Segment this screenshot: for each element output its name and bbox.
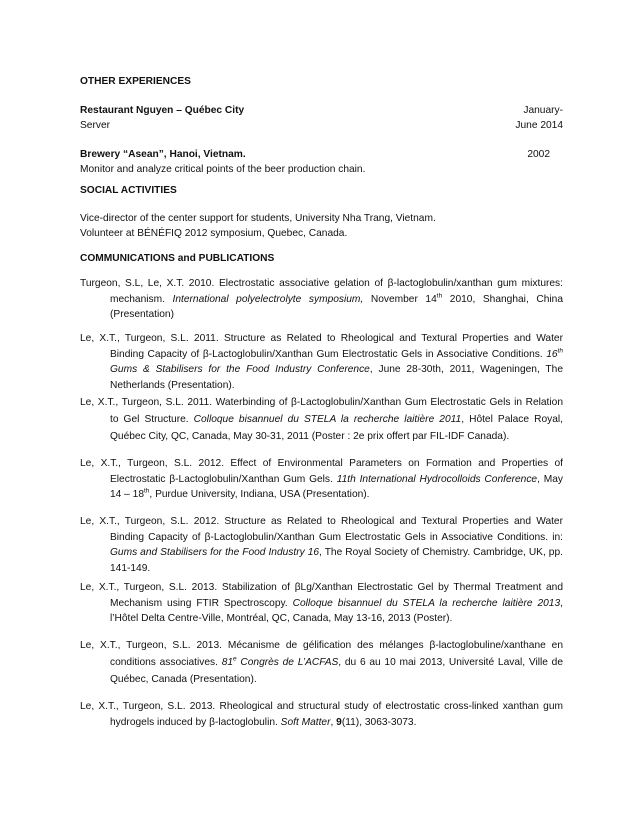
section-heading-social-activities: SOCIAL ACTIVITIES [80,185,177,196]
ref2-text: Le, X.T., Turgeon, S.L. 2011. Structure as Related to Rheological and Textural Properties and Water Binding Capacity of β-Lactoglobulin/Xanthan Gum Electrostatic Gels in Associative Conditions. [80,333,563,360]
publication-4 [80,456,563,503]
ref4-date: , May 14 – 18 [110,473,563,500]
publication-6 [80,580,563,627]
job2-place: Brewery “Asean”, Hanoi, Vietnam. [80,149,246,160]
job1-place: Restaurant Nguyen – Québec City [80,105,245,116]
ref3-venue: Colloque bisannuel du STELA la recherche laitière 2011 [193,414,462,425]
ref2-venue-num: 16 [546,348,558,360]
ref2-venue: Gums & Stabilisers for the Food Industry Conference [110,364,370,375]
ref4-sup: th [144,487,150,495]
ref3-text: Le, X.T., Turgeon, S.L. 2011. Waterbinding of β-Lactoglobulin/Xanthan Gum Electrostatic Gels in Relation to Gel Structure. [80,397,563,425]
ref1-date: November 14 [363,293,437,305]
ref5-book: Gums and Stabilisers for the Food Industry 16 [110,547,320,558]
ref3-tail: , Hôtel Palace Royal, Québec City, QC, Canada, May 30-31, 2011 (Poster : 2e prix offert par FIL-IDF Canada). [110,414,563,442]
publication-2 [80,331,563,393]
ref5-tail: , The Royal Society of Chemistry. Cambridge, UK, pp. 141-149. [110,547,563,574]
ref4-venue: 11th International Hydrocolloids Conference [336,473,538,485]
ref1-tail: 2010, Shanghai, China (Presentation) [110,293,563,320]
ref4-text: Le, X.T., Turgeon, S.L. 2012. Effect of Environmental Parameters on Formation and Properties of Electrostatic β-Lactoglobulin/Xanthan Gum Gels. [80,458,563,485]
social-line-2: Volunteer at BÉNÉFIQ 2012 symposium, Quebec, Canada. [80,228,348,239]
ref8-volume: 9 [336,716,342,728]
ref8-text: Le, X.T., Turgeon, S.L. 2013. Rheological and structural study of electrostatic cross-linked xanthan gum hydrogels induced by β-lactoglobulin. [80,701,563,728]
ref1-sup: th [436,292,443,300]
section-heading-other-experiences: OTHER EXPERIENCES [80,76,191,87]
ref8-tail: (11), 3063-3073. [341,716,417,728]
job1-role: Server [80,120,111,131]
ref7-tail: , du 6 au 10 mai 2013, Université Laval, Ville de Québec, Canada (Presentation). [110,657,563,685]
job2-description: Monitor and analyze critical points of the beer production chain. [80,164,366,175]
publication-7 [80,637,563,688]
section-heading-communications: COMMUNICATIONS and PUBLICATIONS [80,253,275,264]
publication-3 [80,394,563,445]
ref7-sup: e [233,655,237,663]
publication-8 [80,699,563,730]
ref1-venue: International polyelectrolyte symposium, [172,293,364,305]
publication-1 [80,276,563,323]
job2-date: 2002 [527,149,550,160]
ref7-text: Le, X.T., Turgeon, S.L. 2013. Mécanisme de gélification des mélanges β-lactoglobuline/xanthane en conditions associatives. [80,640,563,668]
job1-date-end: June 2014 [515,120,563,131]
ref4-tail: , Purdue University, Indiana, USA (Presentation). [149,489,370,500]
ref2-sup: th [557,347,563,355]
ref8-journal: Soft Matter [280,716,331,728]
ref6-tail: , l’Hôtel Delta Centre-Ville, Montréal, QC, Canada, May 13-16, 2013 (Poster). [110,597,563,624]
ref5-text: Le, X.T., Turgeon, S.L. 2012. Structure as Related to Rheological and Textural Properties and Water Binding Capacity of β-Lactoglobulin/Xanthan Gum Electrostatic Gels in Associative Conditions. in: [80,516,563,543]
ref2-tail: , June 28-30th, 2011, Wageningen, The Netherlands (Presentation). [110,364,563,391]
ref8-sep: , [330,716,337,728]
publication-5 [80,514,563,576]
ref1-text: Turgeon, S.L, Le, X.T. 2010. Electrostatic associative gelation of β-lactoglobulin/xanthan gum mixtures: mechanism. [80,278,563,305]
ref6-text: Le, X.T., Turgeon, S.L. 2013. Stabilization of βLg/Xanthan Electrostatic Gel by Thermal Treatment and Mechanism using FTIR Spectroscopy. [80,582,563,609]
social-line-1: Vice-director of the center support for students, University Nha Trang, Vietnam. [80,213,436,224]
ref7-venue-num: 81 [221,657,234,668]
ref7-venue: Congrès de L’ACFAS [236,657,339,668]
job1-date-start: January- [523,105,563,116]
ref6-venue: Colloque bisannuel du STELA la recherche laitière 2013 [292,597,561,609]
